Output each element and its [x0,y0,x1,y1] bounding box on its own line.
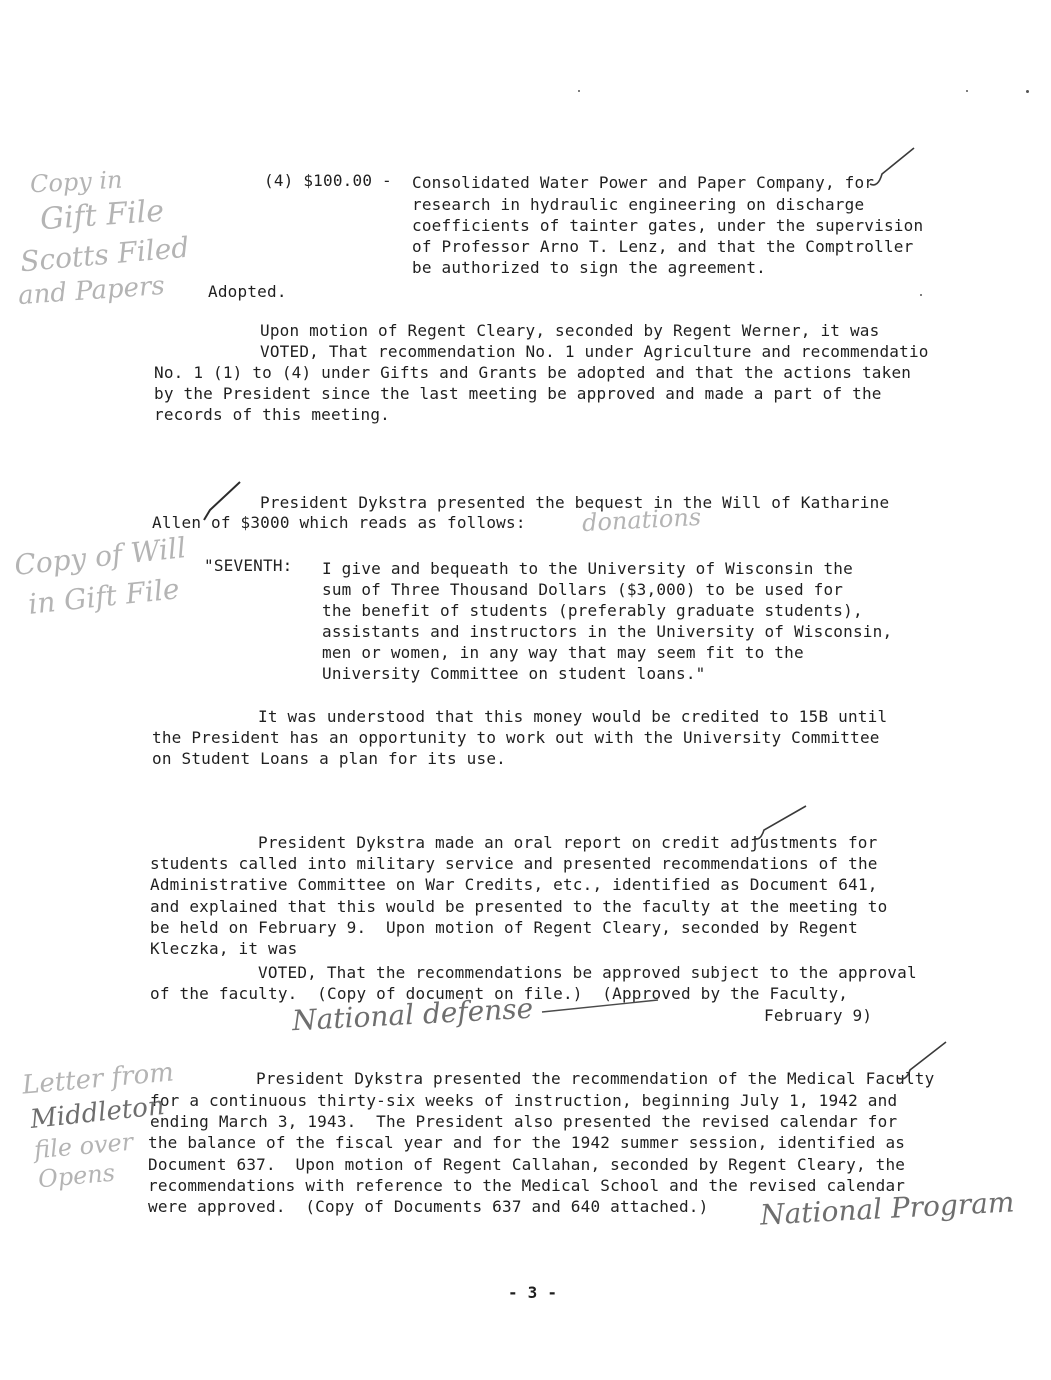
handwritten-note: National defense [291,991,534,1038]
seventh-label: "SEVENTH: [204,556,293,575]
speck [966,90,968,92]
speck [1026,90,1029,93]
understood-line: the President has an opportunity to work out with the University Committee [152,728,880,747]
handwritten-note: National Program [759,1185,1016,1232]
credits-line: February 9) [764,1006,873,1025]
handwritten-note: Middleton [28,1091,166,1135]
understood-line: It was understood that this money would be credited to 15B until [258,707,888,726]
credits-line: and explained that this would be presented to the faculty at the meeting to [150,897,888,916]
motion1-line: VOTED, That recommendation No. 1 under Agriculture and recommendatio [260,342,929,361]
seventh-line: University Committee on student loans." [322,664,706,683]
bequest-intro: Allen of $3000 which reads as follows: [152,513,526,532]
item4-line: coefficients of tainter gates, under the supervision [412,216,924,235]
credits-line: students called into military service and presented recommendations of the [150,854,878,873]
handwritten-note: file over [32,1127,135,1165]
handwritten-note: Opens [36,1158,117,1194]
handwritten-note: Gift File [38,193,166,238]
seventh-line: I give and bequeath to the University of Wisconsin the [322,559,853,578]
handwritten-note: in Gift File [26,572,181,621]
adopted-text: Adopted. [208,282,287,301]
item4-line: research in hydraulic engineering on discharge [412,195,865,214]
seventh-line: assistants and instructors in the University of Wisconsin, [322,622,893,641]
medical-line: the balance of the fiscal year and for the 1942 summer session, identified as [148,1133,906,1152]
medical-line: Document 637. Upon motion of Regent Callahan, seconded by Regent Cleary, the [148,1155,906,1174]
item4-line: Consolidated Water Power and Paper Company, for [412,173,875,192]
speck [578,90,580,92]
medical-line: ending March 3, 1943. The President also presented the revised calendar for [150,1112,898,1131]
check-mark-icon [896,1040,948,1084]
credits-line: President Dykstra made an oral report on credit adjustments for [258,833,878,852]
handwritten-note: Letter from [20,1057,176,1101]
speck [920,294,922,296]
motion1-line: No. 1 (1) to (4) under Gifts and Grants be adopted and that the actions taken [154,363,912,382]
check-mark-icon [752,804,808,844]
handwritten-note: and Papers [17,270,166,312]
motion1-line: Upon motion of Regent Cleary, seconded by Regent Werner, it was [260,321,880,340]
credits-line: be held on February 9. Upon motion of Regent Cleary, seconded by Regent [150,918,858,937]
credits-line: Administrative Committee on War Credits, etc., identified as Document 641, [150,875,878,894]
medical-line: were approved. (Copy of Documents 637 and 640 attached.) [148,1197,709,1216]
seventh-line: men or women, in any way that may seem fit to the [322,643,804,662]
understood-line: on Student Loans a plan for its use. [152,749,506,768]
check-mark-icon [200,480,244,526]
page-number: - 3 - [508,1283,558,1302]
underline-stroke-icon [540,994,660,1018]
medical-line: recommendations with reference to the Medical School and the revised calendar [148,1176,906,1195]
medical-line: for a continuous thirty-six weeks of instruction, beginning July 1, 1942 and [150,1091,898,1110]
handwritten-note: Copy in [29,165,124,199]
handwritten-note: donations [581,502,702,538]
handwritten-note: Copy of Will [12,531,188,582]
seventh-line: the benefit of students (preferably graduate students), [322,601,863,620]
motion1-line: records of this meeting. [154,405,390,424]
item4-line: of Professor Arno T. Lenz, and that the Comptroller [412,237,914,256]
handwritten-note: Scotts Filed [18,230,191,279]
credits-line: Kleczka, it was [150,939,298,958]
medical-line: President Dykstra presented the recommendation of the Medical Faculty [256,1069,935,1088]
credits-line: VOTED, That the recommendations be approved subject to the approval [258,963,917,982]
credits-line: of the faculty. (Copy of document on file.) (Approved by the Faculty, [150,984,849,1003]
motion1-line: by the President since the last meeting be approved and made a part of the [154,384,882,403]
item4-number: (4) $100.00 - [264,171,392,190]
seventh-line: sum of Three Thousand Dollars ($3,000) to be used for [322,580,844,599]
check-mark-icon [868,144,918,190]
item4-line: be authorized to sign the agreement. [412,258,766,277]
bequest-intro: President Dykstra presented the bequest in the Will of Katharine [260,493,890,512]
